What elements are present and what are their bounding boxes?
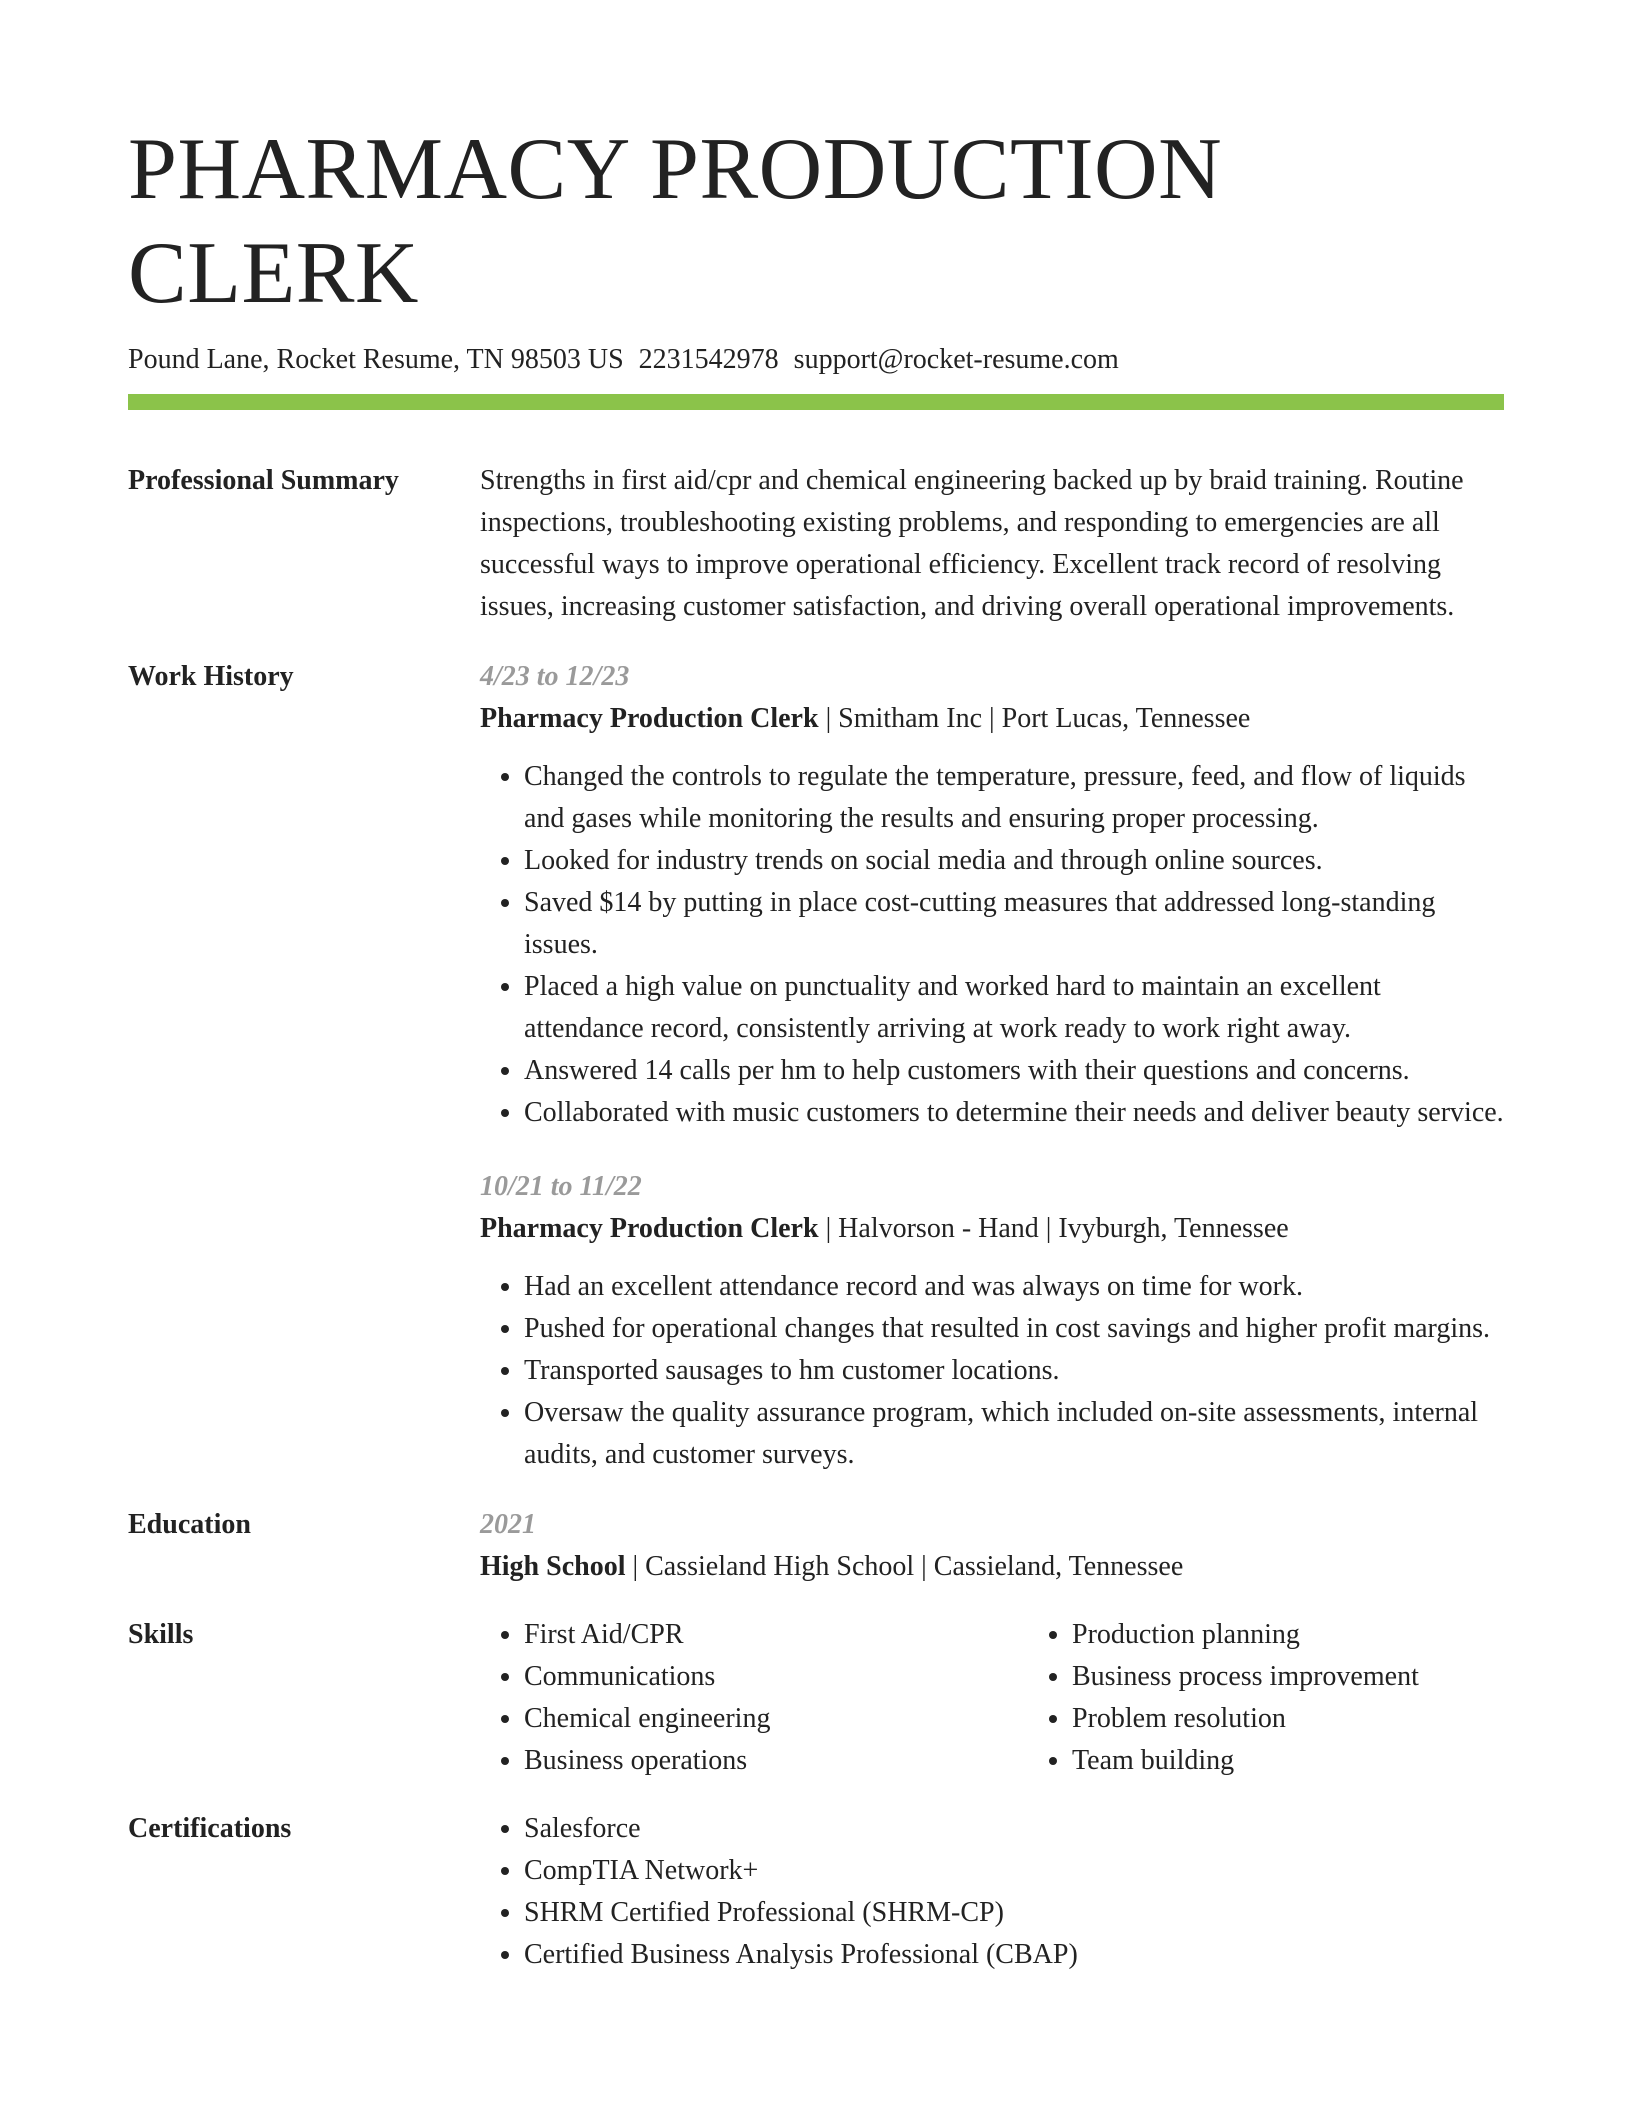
- skill-item: • Communications: [524, 1656, 1028, 1698]
- section-skills: [128, 1614, 1504, 1782]
- education-details: | Cassieland High School | Cassieland, Tennessee: [625, 1551, 1184, 1582]
- contact-email: support@rocket-resume.com: [793, 344, 1119, 375]
- job-details: | Halvorson - Hand | Ivyburgh, Tennessee: [818, 1213, 1289, 1244]
- skills-grid: [480, 1614, 1576, 1782]
- skill-item: • Team building: [1072, 1740, 1576, 1782]
- header-divider: [128, 394, 1504, 410]
- certification-item: • Certified Business Analysis Professional (CBAP): [524, 1934, 1504, 1976]
- section-summary: [128, 460, 1504, 628]
- skill-item: • Business operations: [524, 1740, 1028, 1782]
- skill-item: • Production planning: [1072, 1614, 1576, 1656]
- list-item: • Changed the controls to regulate the temperature, pressure, feed, and flow of liquids and gases while monitoring the results and ensuring proper processing.: [524, 756, 1504, 840]
- skill-item: • Business process improvement: [1072, 1656, 1576, 1698]
- job-bullets: [480, 1266, 1504, 1476]
- section-education: [128, 1504, 1504, 1588]
- job-entry: [480, 656, 1504, 1134]
- list-item: • Pushed for operational changes that resulted in cost savings and higher profit margins.: [524, 1308, 1504, 1350]
- job-entry: [480, 1166, 1504, 1476]
- education-line: [480, 1546, 1504, 1588]
- education-degree: High School: [480, 1551, 626, 1582]
- job-details: | Smitham Inc | Port Lucas, Tennessee: [818, 703, 1251, 734]
- job-dates: 10/21 to 11/22: [480, 1171, 642, 1202]
- contact-line: [128, 340, 1504, 380]
- contact-phone: 2231542978: [638, 344, 779, 375]
- summary-text: Strengths in first aid/cpr and chemical engineering backed up by braid training. Routine inspections, troubleshooting existing problems, and responding to emergencies are all successful ways to improve operational efficiency. Excellent track record of resolving issues, increasing customer satisfaction, and driving overall operational improvements.: [480, 465, 1464, 622]
- certifications-list: [480, 1808, 1504, 1976]
- job-title: Pharmacy Production Clerk: [480, 1213, 819, 1244]
- certification-item: • SHRM Certified Professional (SHRM-CP): [524, 1892, 1504, 1934]
- section-label-certifications: Certifications: [128, 1813, 292, 1844]
- certification-item: • Salesforce: [524, 1808, 1504, 1850]
- list-item: • Looked for industry trends on social media and through online sources.: [524, 840, 1504, 882]
- section-label-work: Work History: [128, 661, 294, 692]
- contact-address: Pound Lane, Rocket Resume, TN 98503 US: [128, 344, 624, 375]
- certification-item: • CompTIA Network+: [524, 1850, 1504, 1892]
- section-certifications: [128, 1808, 1504, 1976]
- list-item: • Placed a high value on punctuality and worked hard to maintain an excellent attendance record, consistently arriving at work ready to work right away.: [524, 966, 1504, 1050]
- job-title: Pharmacy Production Clerk: [480, 703, 819, 734]
- section-work-history: [128, 656, 1504, 1476]
- list-item: • Oversaw the quality assurance program, which included on-site assessments, internal audits, and customer surveys.: [524, 1392, 1504, 1476]
- skills-column-right: [1028, 1614, 1576, 1782]
- section-label-summary: Professional Summary: [128, 465, 399, 496]
- job-dates: 4/23 to 12/23: [480, 661, 630, 692]
- job-role-line: [480, 1208, 1504, 1250]
- section-label-education: Education: [128, 1509, 251, 1540]
- resume-name: PHARMACY PRODUCTION CLERK: [128, 121, 1223, 322]
- skill-item: • Problem resolution: [1072, 1698, 1576, 1740]
- skill-item: • Chemical engineering: [524, 1698, 1028, 1740]
- list-item: • Transported sausages to hm customer locations.: [524, 1350, 1504, 1392]
- education-entry: [480, 1504, 1504, 1588]
- job-role-line: [480, 698, 1504, 740]
- work-entries: [480, 656, 1504, 1476]
- education-year: 2021: [480, 1509, 536, 1540]
- list-item: • Answered 14 calls per hm to help customers with their questions and concerns.: [524, 1050, 1504, 1092]
- skill-item: • First Aid/CPR: [524, 1614, 1028, 1656]
- section-label-skills: Skills: [128, 1619, 194, 1650]
- skills-column-left: [480, 1614, 1028, 1782]
- list-item: • Had an excellent attendance record and was always on time for work.: [524, 1266, 1504, 1308]
- list-item: • Collaborated with music customers to determine their needs and deliver beauty service.: [524, 1092, 1504, 1134]
- list-item: • Saved $14 by putting in place cost-cutting measures that addressed long-standing issues.: [524, 882, 1504, 966]
- job-bullets: [480, 756, 1504, 1134]
- certifications-body: [480, 1808, 1504, 1976]
